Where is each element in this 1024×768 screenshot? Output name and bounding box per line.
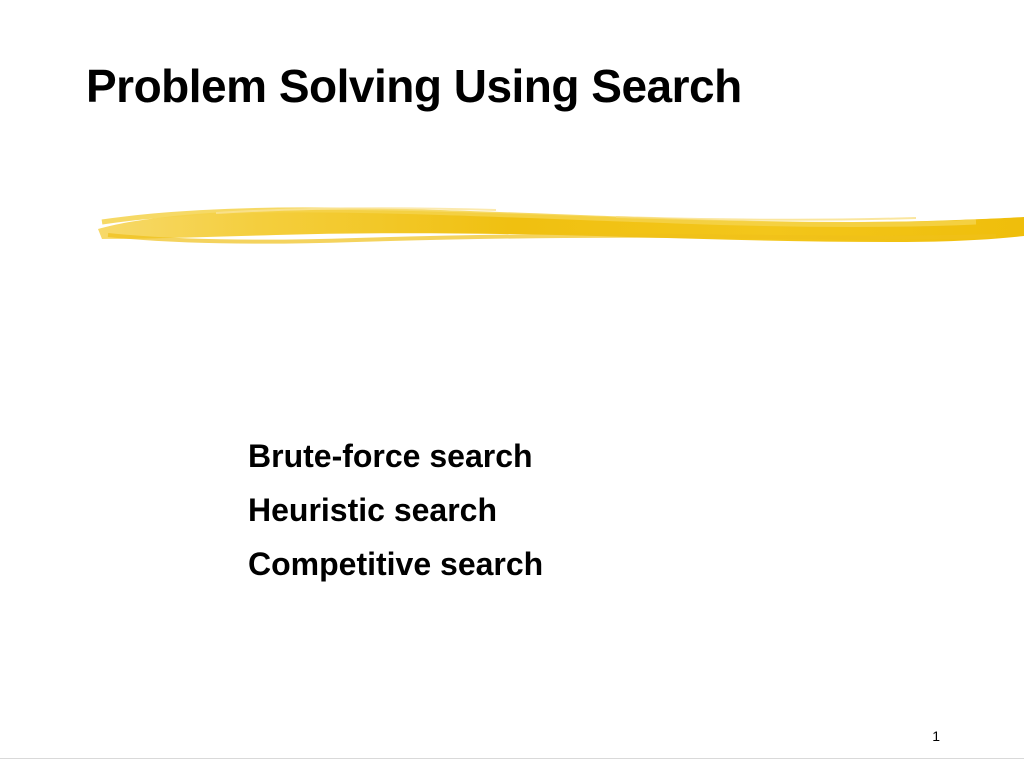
- brush-stroke-divider-icon: [96, 198, 1024, 254]
- list-item: Heuristic search: [248, 492, 498, 528]
- page-number: 1: [932, 728, 940, 744]
- page-title: Problem Solving Using Search: [86, 60, 742, 112]
- bullet-list: [248, 440, 948, 602]
- footer-divider: [0, 758, 1024, 759]
- list-item: Brute-force search: [248, 438, 533, 474]
- list-item: Competitive search: [248, 546, 544, 582]
